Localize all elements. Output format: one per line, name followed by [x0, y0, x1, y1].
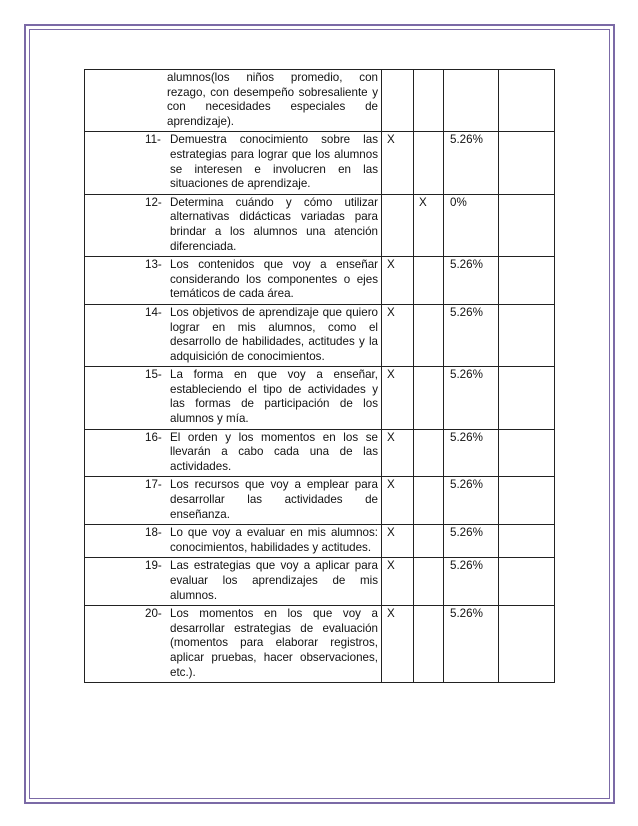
criterion-text: La forma en que voy a enseñar, estableciendo el tipo de actividades y las formas de participación de los alumnos y mía. — [170, 368, 378, 426]
percentage — [444, 70, 498, 71]
item-number: 11- — [145, 133, 161, 147]
empty-cell — [499, 429, 555, 477]
item-number: 16- — [145, 430, 162, 444]
description-cell — [85, 304, 382, 366]
table-row — [85, 257, 555, 305]
mark-2 — [414, 477, 443, 478]
criterion-text: Demuestra conocimiento sobre las estrategias para lograr que los alumnos se interesen e involucren en las situaciones de aprendizaje. — [170, 133, 378, 191]
mark-cell-1 — [382, 367, 414, 429]
mark-cell-2 — [414, 558, 444, 606]
mark-1: X — [387, 430, 395, 444]
description-cell — [85, 525, 382, 558]
percentage-cell — [444, 477, 499, 525]
mark-cell-1 — [382, 194, 414, 256]
empty-cell — [499, 304, 555, 366]
description-cell — [85, 70, 382, 132]
criterion-text: Determina cuándo y cómo utilizar alternativas didácticas variadas para brindar a los alumnos una atención diferenciada. — [170, 195, 378, 253]
percentage: 5.26% — [450, 478, 483, 492]
criterion-text: El orden y los momentos en los se llevarán a cabo cada una de las actividades. — [170, 430, 378, 473]
mark-cell-2 — [414, 194, 444, 256]
mark-2 — [414, 430, 443, 431]
description-cell — [85, 606, 382, 683]
mark-1: X — [387, 607, 395, 621]
table-row — [85, 606, 555, 683]
table-row — [85, 304, 555, 366]
description-cell — [85, 477, 382, 525]
mark-1: X — [387, 305, 395, 319]
percentage: 5.26% — [450, 526, 483, 540]
mark-2 — [414, 525, 443, 526]
criterion-text: Los recursos que voy a emplear para desarrollar las actividades de enseñanza. — [170, 478, 378, 521]
table-row — [85, 70, 555, 132]
table-row — [85, 194, 555, 256]
percentage-cell — [444, 194, 499, 256]
percentage-cell — [444, 70, 499, 132]
mark-cell-1 — [382, 257, 414, 305]
item-number: 12- — [145, 195, 162, 209]
description-cell — [85, 558, 382, 606]
description-cell — [85, 367, 382, 429]
percentage: 5.26% — [450, 305, 483, 319]
mark-cell-2 — [414, 367, 444, 429]
item-number: 17- — [145, 478, 162, 492]
table-row — [85, 525, 555, 558]
mark-cell-1 — [382, 606, 414, 683]
percentage-cell — [444, 367, 499, 429]
criterion-text: Los momentos en los que voy a desarrollar estrategias de evaluación (momentos para elaborar registros, aplicar pruebas, hacer observaciones, etc.). — [170, 607, 378, 679]
percentage-cell — [444, 304, 499, 366]
percentage-cell — [444, 132, 499, 194]
criterion-text: Lo que voy a evaluar en mis alumnos: conocimientos, habilidades y actitudes. — [170, 526, 378, 554]
mark-cell-1 — [382, 525, 414, 558]
item-number: 20- — [145, 607, 162, 621]
description-cell — [85, 257, 382, 305]
mark-cell-1 — [382, 429, 414, 477]
criterion-text: Los objetivos de aprendizaje que quiero lograr en mis alumnos, como el desarrollo de habilidades, actitudes y la adquisición de conocimientos. — [170, 305, 378, 363]
percentage: 5.26% — [450, 133, 483, 147]
description-cell — [85, 194, 382, 256]
empty-cell — [499, 367, 555, 429]
evaluation-table-body — [85, 70, 555, 683]
mark-cell-2 — [414, 606, 444, 683]
mark-cell-1 — [382, 70, 414, 132]
description-cell — [85, 429, 382, 477]
mark-2 — [414, 132, 443, 133]
item-number: 15- — [145, 368, 162, 382]
mark-1: X — [387, 258, 395, 272]
percentage-cell — [444, 606, 499, 683]
percentage: 0% — [450, 195, 467, 209]
mark-cell-2 — [414, 132, 444, 194]
empty-cell — [499, 477, 555, 525]
percentage-cell — [444, 257, 499, 305]
mark-1: X — [387, 368, 395, 382]
item-number: 14- — [145, 305, 162, 319]
mark-cell-2 — [414, 304, 444, 366]
mark-1: X — [387, 133, 395, 147]
percentage: 5.26% — [450, 368, 483, 382]
mark-2 — [414, 305, 443, 306]
criterion-text: Los contenidos que voy a enseñar considerando los componentes o ejes temáticos de cada área. — [170, 258, 378, 301]
item-number: 13- — [145, 258, 162, 272]
empty-cell — [499, 70, 555, 132]
percentage: 5.26% — [450, 559, 483, 573]
mark-1 — [382, 195, 413, 196]
table-row — [85, 558, 555, 606]
percentage: 5.26% — [450, 430, 483, 444]
mark-cell-1 — [382, 477, 414, 525]
mark-cell-2 — [414, 525, 444, 558]
mark-cell-1 — [382, 132, 414, 194]
empty-cell — [499, 257, 555, 305]
table-row — [85, 367, 555, 429]
mark-cell-2 — [414, 70, 444, 132]
mark-1 — [382, 70, 413, 71]
empty-cell — [499, 558, 555, 606]
percentage-cell — [444, 558, 499, 606]
mark-1: X — [387, 478, 395, 492]
percentage-cell — [444, 429, 499, 477]
mark-2 — [414, 257, 443, 258]
empty-cell — [499, 132, 555, 194]
mark-cell-2 — [414, 477, 444, 525]
table-row — [85, 477, 555, 525]
mark-2 — [414, 606, 443, 607]
percentage: 5.26% — [450, 607, 483, 621]
mark-1: X — [387, 526, 395, 540]
empty-cell — [499, 606, 555, 683]
criterion-text: Las estrategias que voy a aplicar para evaluar los aprendizajes de mis alumnos. — [170, 559, 378, 602]
mark-2: X — [419, 195, 427, 209]
table-row — [85, 429, 555, 477]
mark-2 — [414, 70, 443, 71]
item-number: 18- — [145, 526, 162, 540]
percentage: 5.26% — [450, 258, 483, 272]
mark-2 — [414, 367, 443, 368]
description-cell — [85, 132, 382, 194]
mark-cell-2 — [414, 429, 444, 477]
percentage-cell — [444, 525, 499, 558]
empty-cell — [499, 194, 555, 256]
mark-cell-1 — [382, 558, 414, 606]
empty-cell — [499, 525, 555, 558]
mark-2 — [414, 558, 443, 559]
criterion-text: alumnos(los niños promedio, con rezago, con desempeño sobresaliente y con necesidades especiales de aprendizaje). — [167, 71, 378, 128]
table-row — [85, 132, 555, 194]
mark-cell-2 — [414, 257, 444, 305]
evaluation-table — [84, 69, 555, 683]
item-number: 19- — [145, 559, 162, 573]
mark-cell-1 — [382, 304, 414, 366]
mark-1: X — [387, 559, 395, 573]
